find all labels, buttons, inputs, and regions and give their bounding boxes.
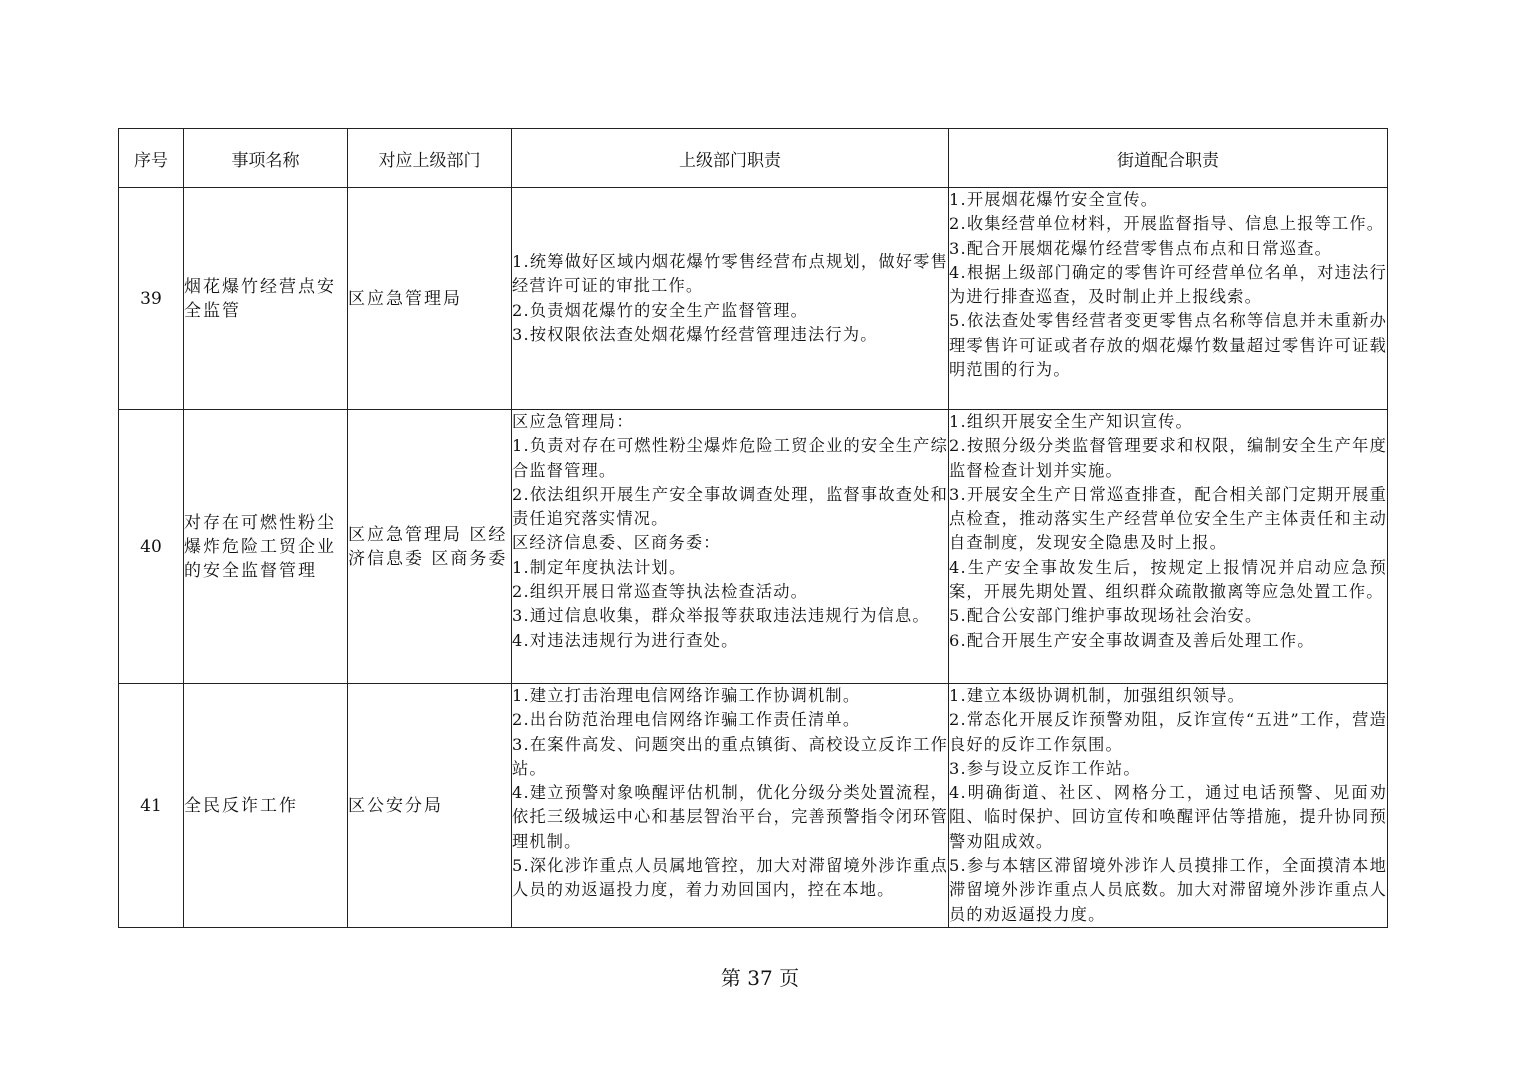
duty-line: 5.依法查处零售经营者变更零售点名称等信息并未重新办理零售许可证或者存放的烟花爆竹数量超过零售许可证载明范围的行为。 (949, 311, 1387, 380)
row-number: 39 (119, 188, 184, 410)
duty-line: 3.配合开展烟花爆竹经营零售点布点和日常巡查。 (949, 238, 1332, 258)
duty-line: 1.统筹做好区域内烟花爆竹零售经营布点规划，做好零售经营许可证的审批工作。 (512, 251, 948, 296)
row-number: 41 (119, 684, 184, 928)
street-duties (949, 684, 1388, 928)
duty-line: 2.依法组织开展生产安全事故调查处理，监督事故查处和责任追究落实情况。 (512, 484, 948, 529)
table-row (119, 188, 1388, 410)
superior-duties (512, 188, 949, 410)
header-serial-number: 序号 (119, 129, 184, 188)
superior-duties (512, 684, 949, 928)
street-duties (949, 410, 1388, 684)
duty-table (118, 128, 1388, 928)
item-name: 全民反诈工作 (184, 684, 348, 928)
table-header-row (119, 129, 1388, 188)
duty-line: 3.参与设立反诈工作站。 (949, 758, 1141, 778)
duty-line: 1.建立打击治理电信网络诈骗工作协调机制。 (512, 686, 861, 705)
duty-line: 6.配合开展生产安全事故调查及善后处理工作。 (949, 630, 1315, 650)
duty-line: 2.常态化开展反诈预警劝阻，反诈宣传“五进”工作，营造良好的反诈工作氛围。 (949, 710, 1387, 754)
duty-line: 2.收集经营单位材料，开展监督指导、信息上报等工作。 (949, 214, 1385, 234)
duty-line: 2.负责烟花爆竹的安全生产监督管理。 (512, 300, 809, 320)
duty-line: 1.组织开展安全生产知识宣传。 (949, 412, 1193, 431)
item-name: 对存在可燃性粉尘爆炸危险工贸企业的安全监督管理 (184, 410, 348, 684)
duty-line: 2.组织开展日常巡查等执法检查活动。 (512, 582, 809, 602)
department: 区公安分局 (348, 684, 512, 928)
header-item-name: 事项名称 (184, 129, 348, 188)
duty-line: 区应急管理局： (512, 412, 634, 431)
duty-line: 区经济信息委、区商务委： (512, 533, 721, 553)
page-number: 第 37 页 (720, 966, 800, 990)
table-row (119, 410, 1388, 684)
duty-line: 1.开展烟花爆竹安全宣传。 (949, 190, 1159, 209)
table-row (119, 684, 1388, 928)
duty-line: 1.制定年度执法计划。 (512, 557, 687, 577)
header-superior-department: 对应上级部门 (348, 129, 512, 188)
superior-duties (512, 410, 949, 684)
duty-line: 3.在案件高发、问题突出的重点镇街、高校设立反诈工作站。 (512, 734, 948, 778)
duty-line: 5.深化涉诈重点人员属地管控，加大对滞留境外涉诈重点人员的劝返逼投力度，着力劝回国内，控在本地。 (512, 856, 948, 900)
duty-line: 3.按权限依法查处烟花爆竹经营管理违法行为。 (512, 324, 878, 344)
duty-line: 4.建立预警对象唤醒评估机制，优化分级分类处置流程，依托三级城运中心和基层智治平台，完善预警指令闭环管理机制。 (512, 783, 948, 851)
duty-line: 5.配合公安部门维护事故现场社会治安。 (949, 606, 1263, 626)
department: 区应急管理局 (348, 188, 512, 410)
duty-line: 4.生产安全事故发生后，按规定上报情况并启动应急预案，开展先期处置、组织群众疏散撤离等应急处置工作。 (949, 557, 1387, 602)
duty-line: 1.建立本级协调机制，加强组织领导。 (949, 686, 1246, 705)
duty-line: 4.明确街道、社区、网格分工，通过电话预警、见面劝阻、临时保护、回访宣传和唤醒评估等措施，提升协同预警劝阻成效。 (949, 783, 1387, 851)
header-street-duties: 街道配合职责 (949, 129, 1388, 188)
duty-line: 3.开展安全生产日常巡查排查，配合相关部门定期开展重点检查，推动落实生产经营单位安全生产主体责任和主动自查制度，发现安全隐患及时上报。 (949, 484, 1387, 553)
duty-line: 2.出台防范治理电信网络诈骗工作责任清单。 (512, 710, 861, 730)
item-name: 烟花爆竹经营点安全监管 (184, 188, 348, 410)
duty-line: 4.对违法违规行为进行查处。 (512, 630, 739, 650)
department: 区应急管理局 区经济信息委 区商务委 (348, 410, 512, 684)
duty-line: 1.负责对存在可燃性粉尘爆炸危险工贸企业的安全生产综合监督管理。 (512, 436, 948, 480)
duty-line: 5.参与本辖区滞留境外涉诈人员摸排工作，全面摸清本地滞留境外涉诈重点人员底数。加大对滞留境外涉诈重点人员的劝返逼投力度。 (949, 856, 1387, 924)
duty-line: 3.通过信息收集，群众举报等获取违法违规行为信息。 (512, 606, 930, 626)
duty-line: 2.按照分级分类监督管理要求和权限，编制安全生产年度监督检查计划并实施。 (949, 436, 1387, 480)
header-superior-duties: 上级部门职责 (512, 129, 949, 188)
row-number: 40 (119, 410, 184, 684)
street-duties (949, 188, 1388, 410)
duty-line: 4.根据上级部门确定的零售许可经营单位名单，对违法行为进行排查巡查，及时制止并上报线索。 (949, 262, 1387, 307)
